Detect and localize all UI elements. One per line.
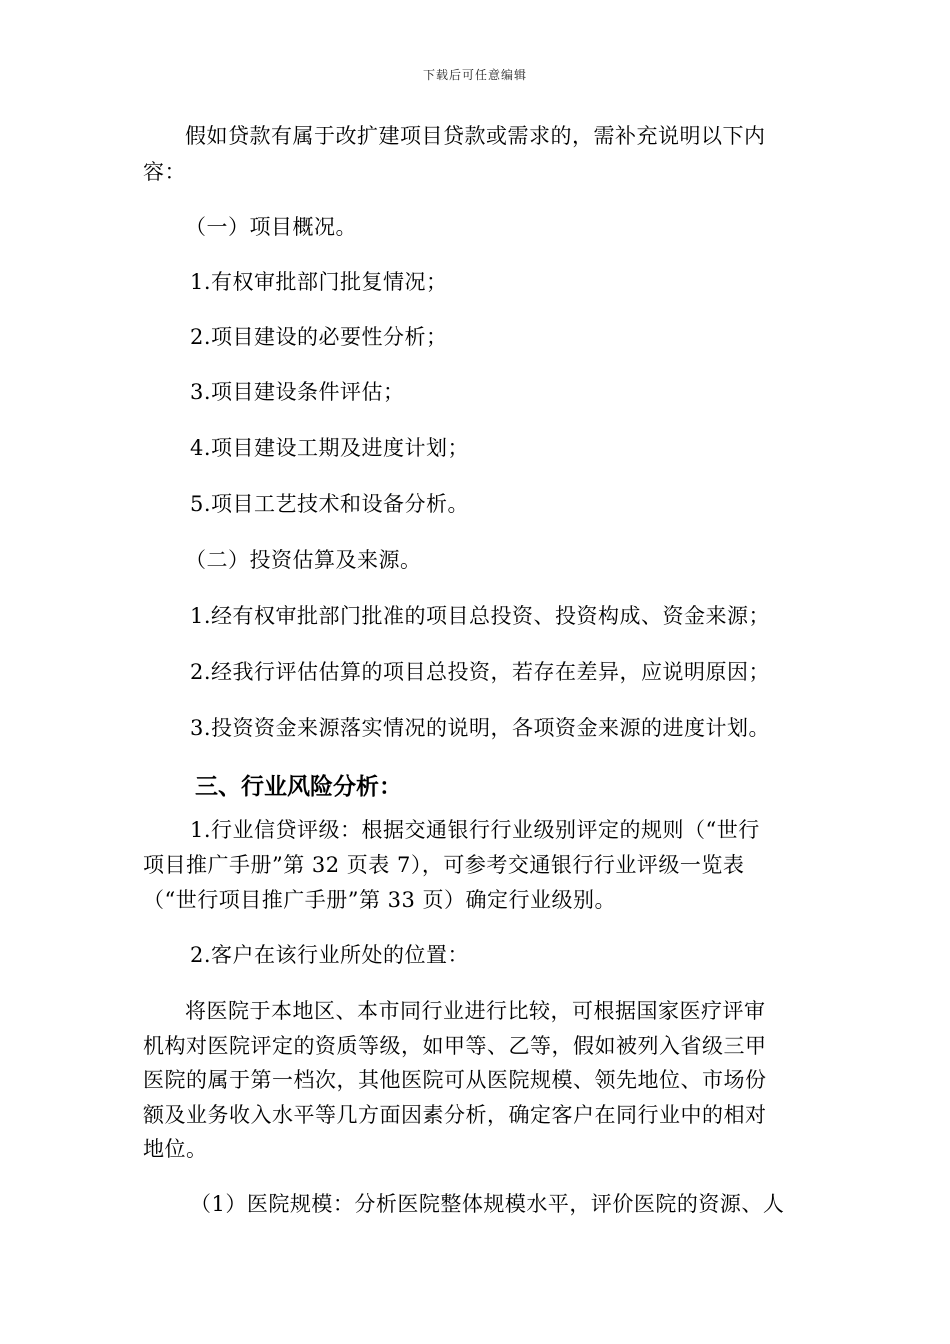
rating-line-3: （“世行项目推广手册”第 33 页）确定行业级别。 [143,888,617,912]
rating-line-1: 1.行业信贷评级：根据交通银行行业级别评定的规则（“世行 [190,818,760,842]
section-1-item-3: 3.项目建设条件评估； [190,380,405,404]
hospital-line-2: 机构对医院评定的资质等级，如甲等、乙等，假如被列入省级三甲 [143,1034,767,1058]
section-2-item-1: 1.经有权审批部门批准的项目总投资、投资构成、资金来源； [190,604,771,628]
section-1-item-2: 2.项目建设的必要性分析； [190,325,448,349]
section-2-item-3: 3.投资资金来源落实情况的说明，各项资金来源的进度计划。 [190,716,771,740]
intro-line-2: 容： [143,160,186,184]
page-header: 下载后可任意编辑 [422,68,527,82]
scale-paragraph: （1）医院规模：分析医院整体规模水平，评价医院的资源、人 [190,1192,785,1216]
hospital-line-4: 额及业务收入水平等几方面因素分析，确定客户在同行业中的相对 [143,1103,767,1127]
section-1-item-1: 1.有权审批部门批复情况； [190,270,448,294]
section-1-title: （一）项目概况。 [185,215,357,239]
position-paragraph: 2.客户在该行业所处的位置： [190,943,470,967]
hospital-line-5: 地位。 [143,1137,208,1161]
hospital-line-1: 将医院于本地区、本市同行业进行比较，可根据国家医疗评审 [185,999,766,1023]
section-1-item-5: 5.项目工艺技术和设备分析。 [190,492,470,516]
hospital-line-3: 医院的属于第一档次，其他医院可从医院规模、领先地位、市场份 [143,1068,767,1092]
rating-line-2: 项目推广手册”第 32 页表 7），可参考交通银行行业评级一览表 [143,853,745,877]
section-2-item-2: 2.经我行评估估算的项目总投资，若存在差异，应说明原因； [190,660,771,684]
section-1-item-4: 4.项目建设工期及进度计划； [190,436,470,460]
section-3-heading: 三、行业风险分析： [195,774,402,800]
intro-line-1: 假如贷款有属于改扩建项目贷款或需求的，需补充说明以下内 [185,124,766,148]
section-2-title: （二）投资估算及来源。 [185,548,422,572]
